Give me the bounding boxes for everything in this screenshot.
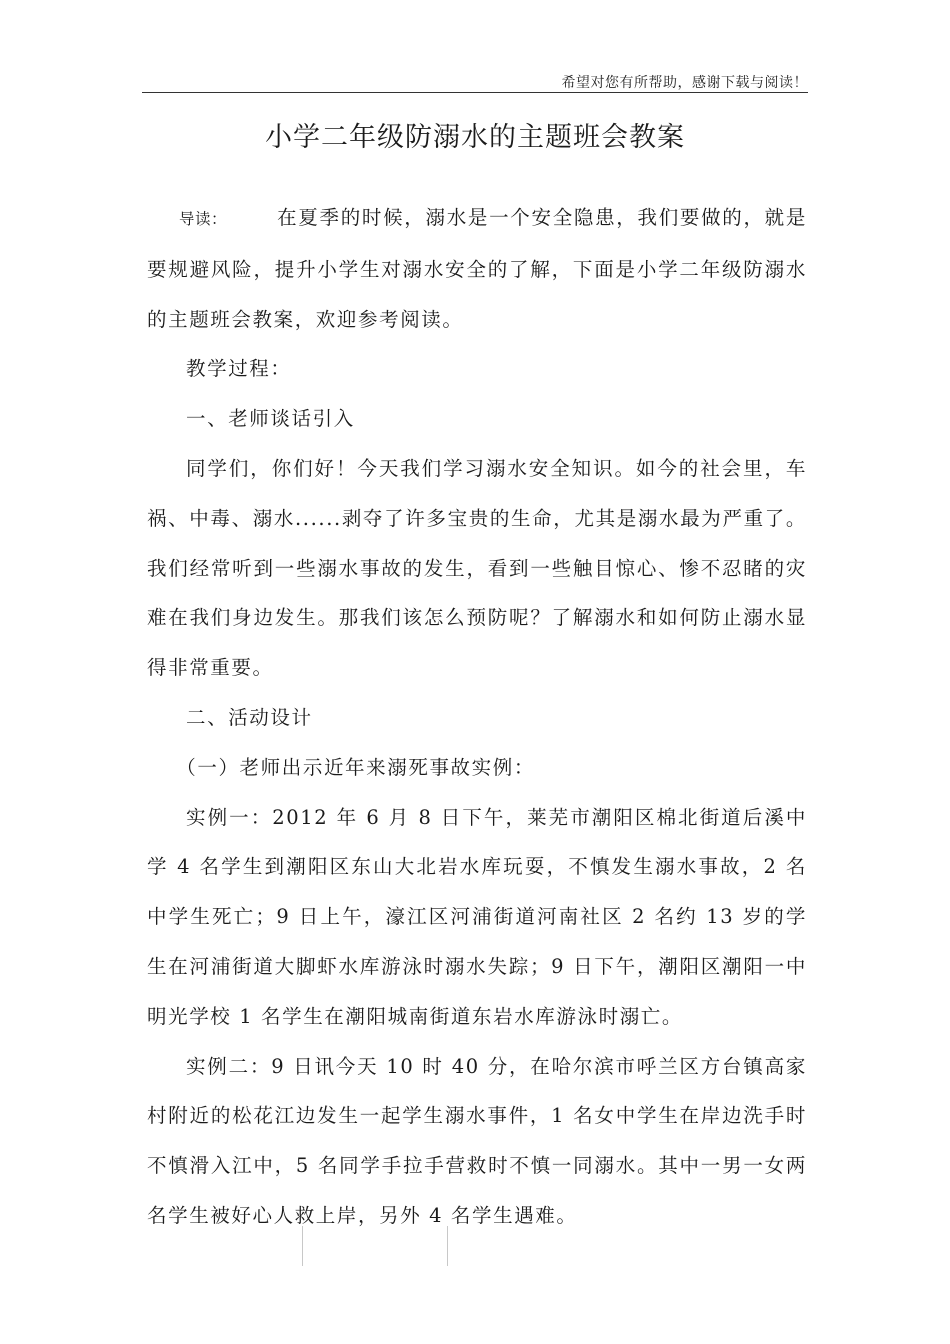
section-heading-process: 教学过程： (186, 357, 292, 381)
document-body (147, 193, 807, 1241)
footer-mark-left (302, 1226, 303, 1266)
paragraph-example-two: 实例二：9 日讯今天 10 时 40 分，在哈尔滨市呼兰区方台镇高家村附近的松花江边发生一起学生溺水事件，1 名女中学生在岸边洗手时不慎滑入江中，5 名同学手拉手营救时不慎一同溺水。其中一男一女两名学生被好心人救上岸，另外 4 名学生遇难。 (147, 1054, 807, 1227)
header-note: 希望对您有所帮助，感谢下载与阅读！ (561, 75, 808, 91)
paragraph-teacher-talk: 同学们，你们好！今天我们学习溺水安全知识。如今的社会里，车祸、中毒、溺水......剥夺了许多宝贵的生命，尤其是溺水最为严重了。我们经常听到一些溺水事故的发生，看到一些触目惊心、惨不忍睹的灾难在我们身边发生。那我们该怎么预防呢？了解溺水和如何防止溺水显得非常重要。 (147, 456, 807, 680)
footer-mark-right (447, 1226, 448, 1266)
section-heading-activity: 二、活动设计 (186, 705, 313, 729)
subsection-heading-examples: （一）老师出示近年来溺死事故实例： (176, 755, 535, 779)
document-title: 小学二年级防溺水的主题班会教案 (265, 122, 685, 153)
intro-label: 导读： (179, 210, 228, 228)
intro-paragraph (147, 193, 807, 344)
section-heading-intro: 一、老师谈话引入 (186, 407, 355, 431)
intro-text: 在夏季的时候，溺水是一个安全隐患，我们要做的，就是要规避风险，提升小学生对溺水安全的了解，下面是小学二年级防溺水的主题班会教案，欢迎参考阅读。 (147, 206, 807, 331)
header-divider (142, 92, 808, 93)
paragraph-example-one: 实例一：2012 年 6 月 8 日下午，莱芜市潮阳区棉北街道后溪中学 4 名学生到潮阳区东山大北岩水库玩耍，不慎发生溺水事故，2 名中学生死亡；9 日上午，濠江区河浦街道河南社区 2 名约 13 岁的学生在河浦街道大脚虾水库游泳时溺水失踪；9 日下午，潮阳区潮阳一中明光学校 1 名学生在潮阳城南街道东岩水库游泳时溺亡。 (147, 805, 807, 1028)
